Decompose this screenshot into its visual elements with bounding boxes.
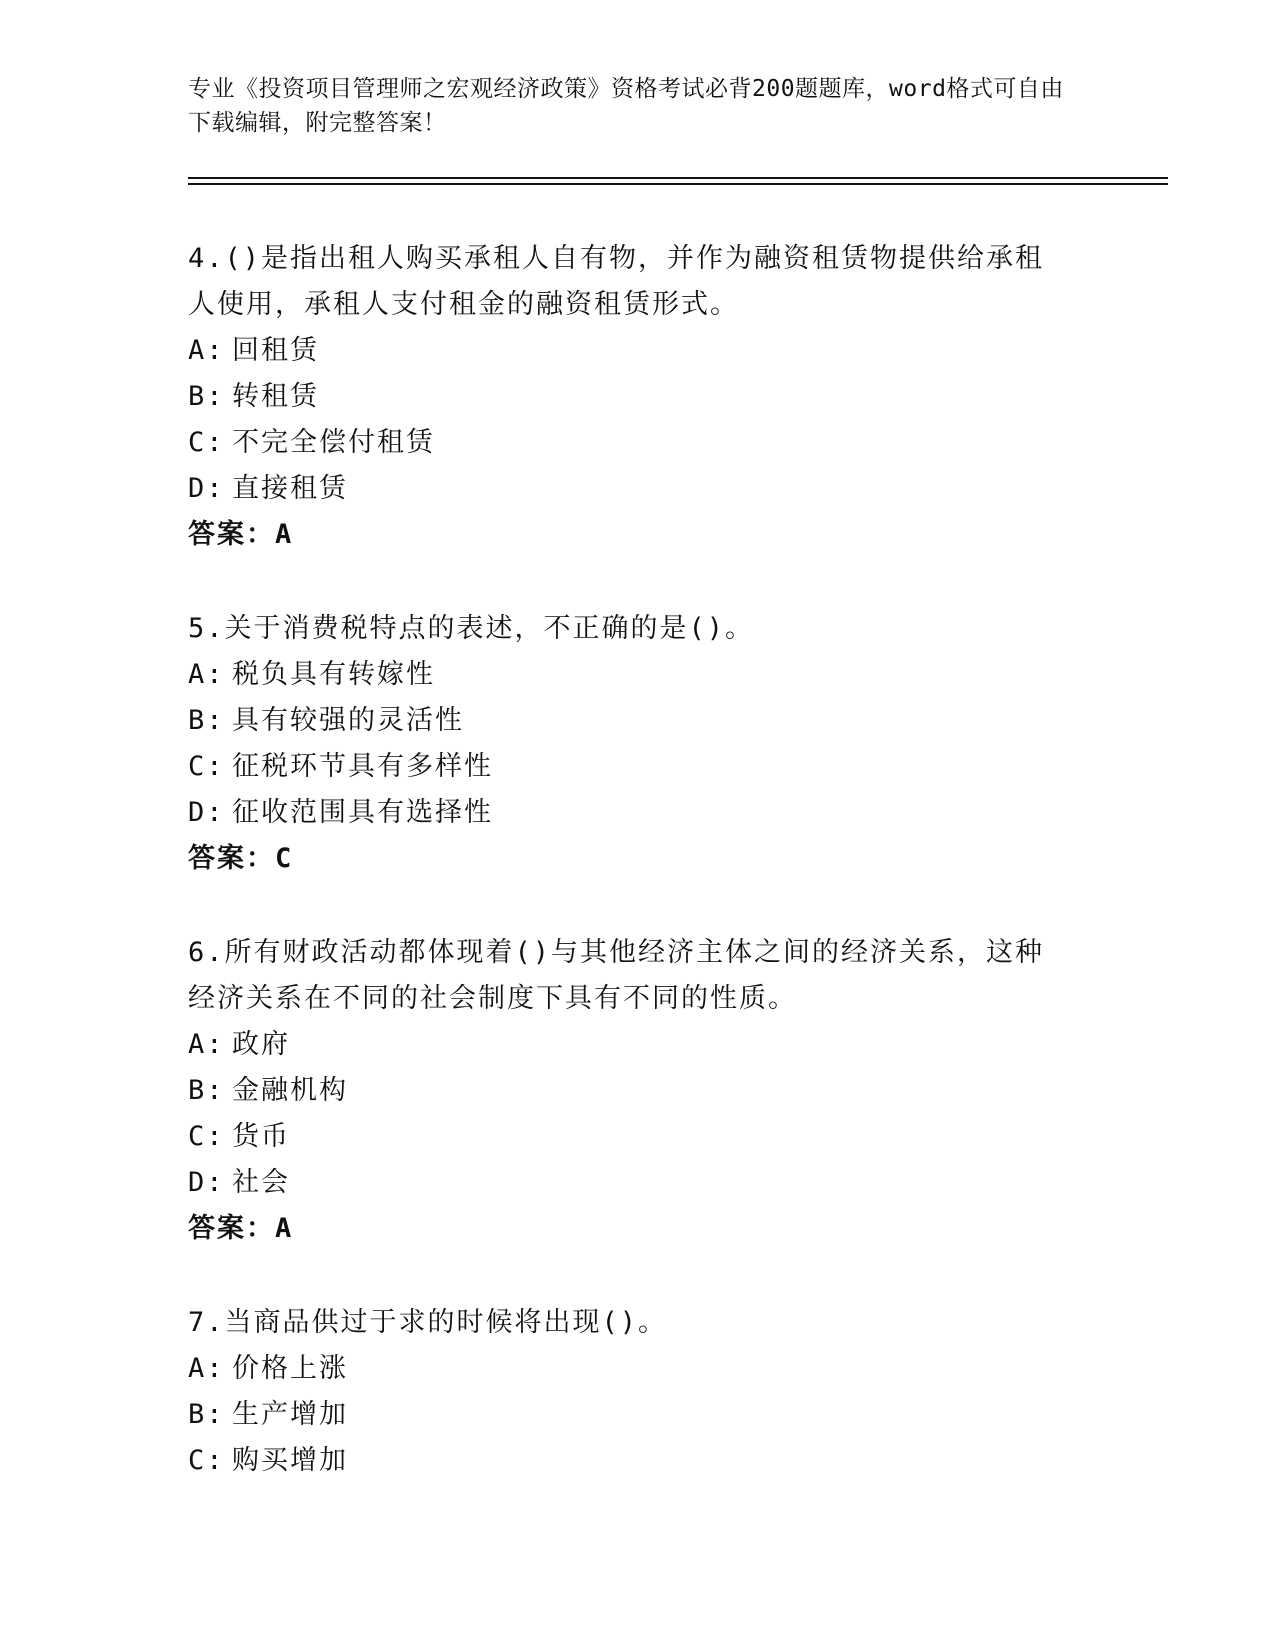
option-label: C: xyxy=(188,751,225,782)
option-text: 征税环节具有多样性 xyxy=(232,751,493,782)
option-text: 税负具有转嫁性 xyxy=(232,659,435,690)
option-label: C: xyxy=(188,427,225,458)
header-rule-bottom xyxy=(188,183,1168,185)
option-d xyxy=(188,790,1068,836)
document-title: 专业《投资项目管理师之宏观经济政策》资格考试必背200题题库，word格式可自由下载编辑，附完整答案！ xyxy=(188,76,1064,136)
option-text: 价格上涨 xyxy=(232,1353,348,1384)
option-label: A: xyxy=(188,659,225,690)
option-text: 金融机构 xyxy=(232,1075,348,1106)
question-stem: 7.当商品供过于求的时候将出现()。 xyxy=(188,1307,668,1338)
option-text: 回租赁 xyxy=(232,335,319,366)
option-label: C: xyxy=(188,1445,225,1476)
option-text: 具有较强的灵活性 xyxy=(232,705,464,736)
answer: 答案：A xyxy=(188,1213,294,1244)
option-b xyxy=(188,698,1068,744)
option-text: 直接租赁 xyxy=(232,473,348,504)
option-label: B: xyxy=(188,1075,225,1106)
question-stem: 5.关于消费税特点的表述，不正确的是()。 xyxy=(188,613,755,644)
option-b xyxy=(188,374,1068,420)
option-label: A: xyxy=(188,1029,225,1060)
option-c xyxy=(188,1114,1068,1160)
answer: 答案：C xyxy=(188,843,294,874)
option-label: D: xyxy=(188,797,225,828)
option-a xyxy=(188,1022,1068,1068)
option-text: 生产增加 xyxy=(232,1399,348,1430)
header-rule-top xyxy=(188,177,1168,179)
option-text: 征收范围具有选择性 xyxy=(232,797,493,828)
option-c xyxy=(188,420,1068,466)
option-text: 不完全偿付租赁 xyxy=(232,427,435,458)
option-text: 转租赁 xyxy=(232,381,319,412)
option-a xyxy=(188,1346,1068,1392)
option-label: D: xyxy=(188,473,225,504)
option-label: A: xyxy=(188,1353,225,1384)
option-c xyxy=(188,1438,1068,1484)
option-label: B: xyxy=(188,705,225,736)
question-stem: 6.所有财政活动都体现着()与其他经济主体之间的经济关系，这种经济关系在不同的社会制度下具有不同的性质。 xyxy=(188,937,1045,1014)
question-7 xyxy=(188,1300,1068,1484)
question-5 xyxy=(188,606,1068,882)
question-6 xyxy=(188,930,1068,1252)
option-a xyxy=(188,328,1068,374)
option-label: B: xyxy=(188,1399,225,1430)
option-label: A: xyxy=(188,335,225,366)
option-text: 购买增加 xyxy=(232,1445,348,1476)
question-4 xyxy=(188,236,1068,558)
option-label: C: xyxy=(188,1121,225,1152)
option-c xyxy=(188,744,1068,790)
question-list xyxy=(188,236,1068,1532)
option-b xyxy=(188,1068,1068,1114)
answer: 答案：A xyxy=(188,519,294,550)
option-text: 货币 xyxy=(232,1121,290,1152)
option-label: B: xyxy=(188,381,225,412)
option-d xyxy=(188,1160,1068,1206)
question-stem: 4.()是指出租人购买承租人自有物，并作为融资租赁物提供给承租人使用，承租人支付租金的融资租赁形式。 xyxy=(188,243,1045,320)
option-text: 社会 xyxy=(232,1167,290,1198)
option-label: D: xyxy=(188,1167,225,1198)
option-text: 政府 xyxy=(232,1029,290,1060)
option-d xyxy=(188,466,1068,512)
option-a xyxy=(188,652,1068,698)
option-b xyxy=(188,1392,1068,1438)
